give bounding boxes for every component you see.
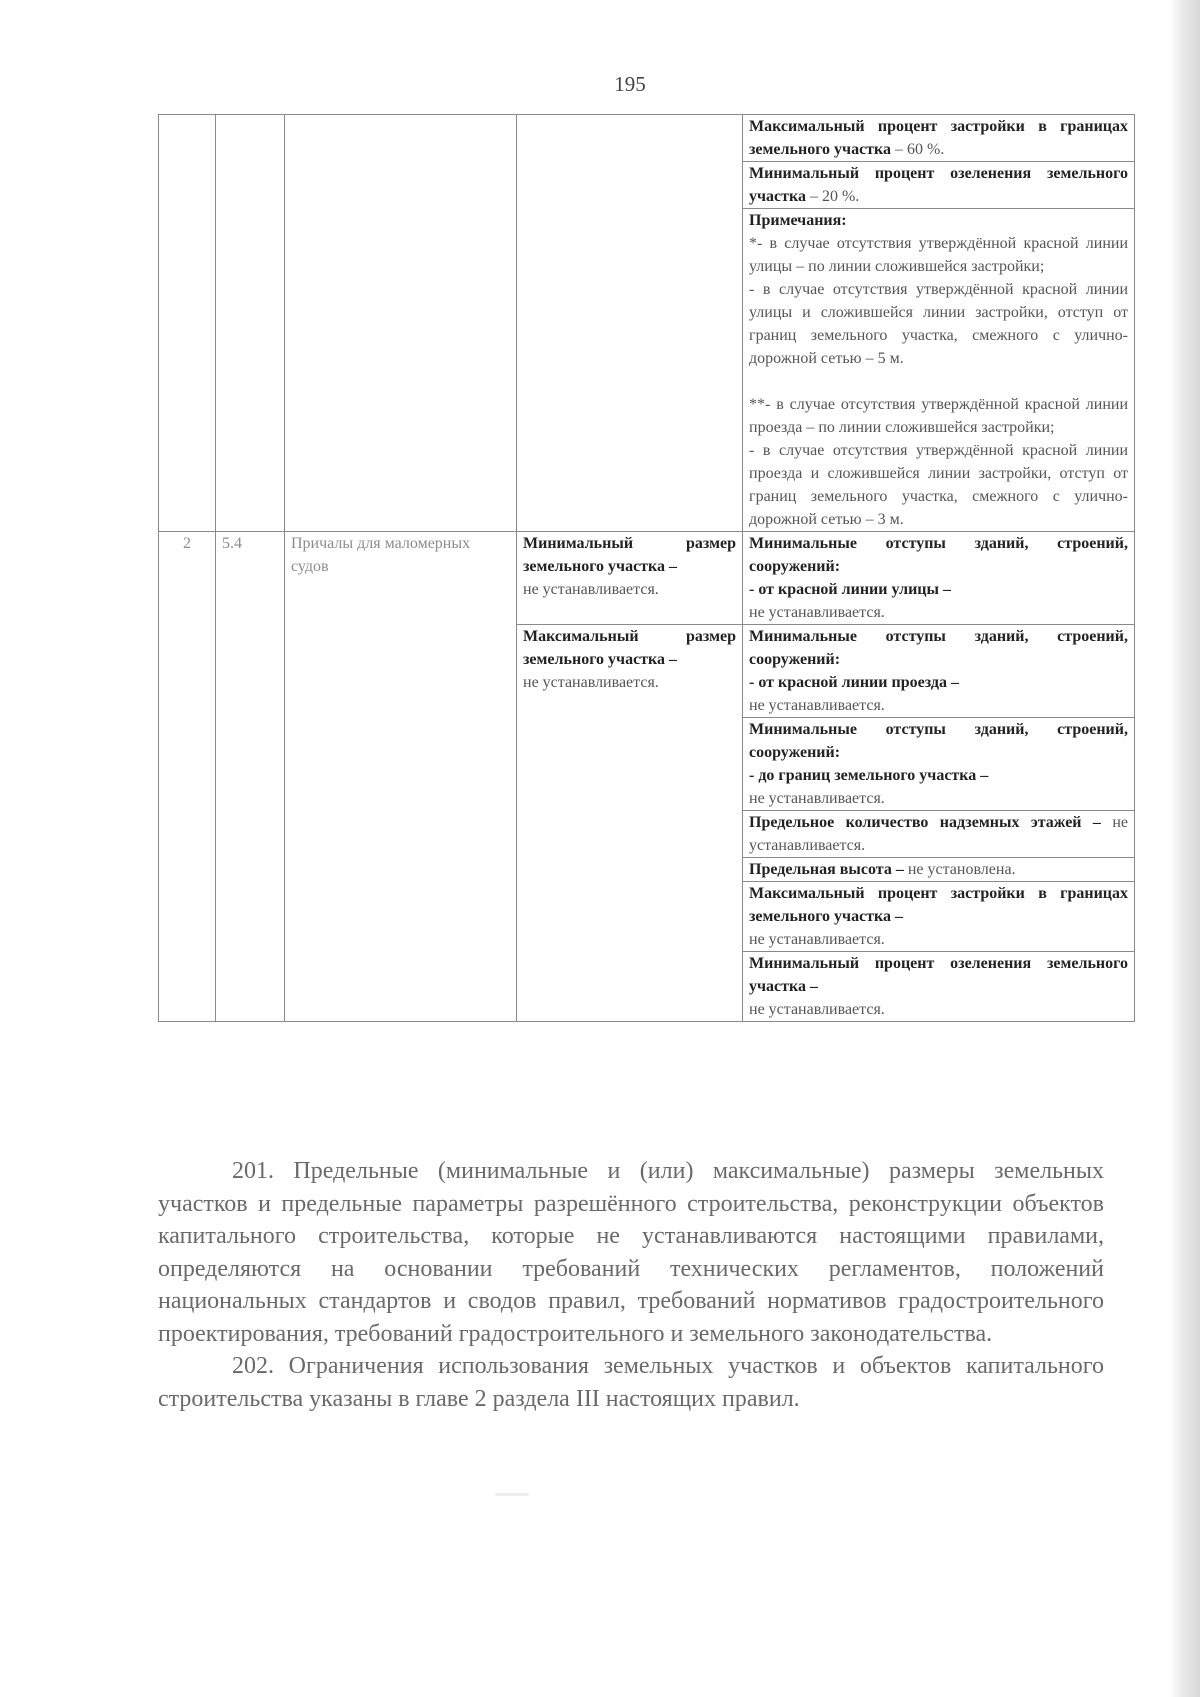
note-text: *- в случае отсутствия утверждённой красной линии улицы – по линии сложившейся застройки; [749, 235, 1128, 275]
page-edge-shadow [1170, 0, 1200, 1697]
notes-title: Примечания: [749, 212, 847, 229]
paragraph-201: 201. Предельные (минимальные и (или) максимальные) размеры земельных участков и предельные параметры разрешённого строительства, реконструкции объектов капитального строительства, которые не устанавливаются настоящими правилами, определяются на основании требований технических регламентов, положений национальных стандартов и сводов правил, требований нормативов градостроительного проектирования, требований градостроительного и земельного законодательства. [158, 1158, 1104, 1347]
param-cell: Предельное количество надземных этажей – не устанавливается. [743, 811, 1135, 858]
param-cell: Предельная высота – не установлена. [743, 858, 1135, 882]
table-cell-size [517, 115, 743, 532]
size-min-cell: Минимальный размер земельного участка – не устанавливается. [517, 532, 743, 625]
row-number: 2 [159, 532, 216, 1022]
note-text: - в случае отсутствия утверждённой красной линии проезда и сложившейся линии застройки, отступ от границ земельного участка, смежного с улично-дорожной сетью – 3 м. [749, 442, 1128, 528]
row-code: 5.4 [216, 532, 285, 1022]
param-cell: Максимальный процент застройки в границах земельного участка – не устанавливается. [743, 882, 1135, 952]
param-cell: Минимальные отступы зданий, строений, сооружений: - от красной линии улицы – не устанавливается. [743, 532, 1135, 625]
scan-speck [495, 1493, 529, 1496]
param-cell: Максимальный процент застройки в границах земельного участка – 60 %. [743, 115, 1135, 162]
param-cell: Минимальные отступы зданий, строений, сооружений: - от красной линии проезда – не устанавливается. [743, 625, 1135, 718]
table-row [159, 532, 1135, 625]
paragraph-202: 202. Ограничения использования земельных участков и объектов капитального строительства указаны в главе 2 раздела III настоящих правил. [158, 1353, 1104, 1412]
row-name: Причалы для маломерных судов [285, 532, 517, 1022]
note-text: **- в случае отсутствия утверждённой красной линии проезда – по линии сложившейся застройки; [749, 396, 1128, 436]
param-cell: Минимальные отступы зданий, строений, сооружений: - до границ земельного участка – не устанавливается. [743, 718, 1135, 811]
table-row [159, 115, 1135, 162]
notes-cell [743, 209, 1135, 532]
table-cell-code [216, 115, 285, 532]
body-text [158, 1155, 1104, 1415]
table-cell-num [159, 115, 216, 532]
note-text: - в случае отсутствия утверждённой красной линии улицы и сложившейся линии застройки, отступ от границ земельного участка, смежного с улично-дорожной сетью – 5 м. [749, 281, 1128, 367]
table-cell-name [285, 115, 517, 532]
param-cell: Минимальный процент озеленения земельного участка – не устанавливается. [743, 952, 1135, 1022]
size-max-cell: Максимальный размер земельного участка – не устанавливается. [517, 625, 743, 1022]
rules-table [158, 114, 1135, 1022]
param-cell: Минимальный процент озеленения земельного участка – 20 %. [743, 162, 1135, 209]
page-number: 195 [614, 72, 646, 96]
